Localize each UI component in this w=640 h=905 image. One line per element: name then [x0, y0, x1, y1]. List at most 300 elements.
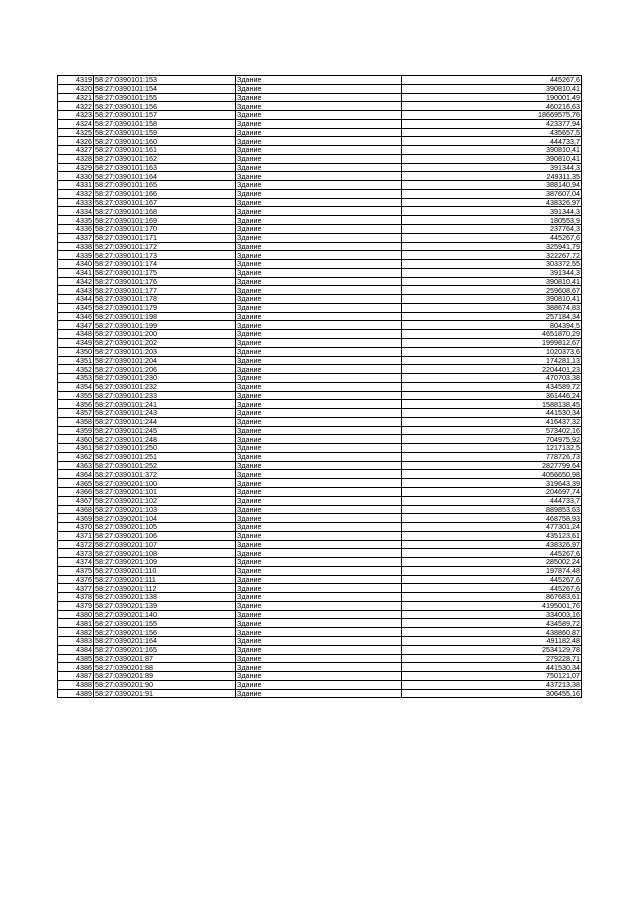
row-number: 4329: [58, 163, 94, 172]
table-row: [58, 330, 582, 339]
cadastral-number: 58:27:0390201:165: [94, 645, 236, 654]
object-type: Здание: [236, 479, 402, 488]
cadastral-value: 4056650,98: [402, 470, 582, 479]
table-row: [58, 137, 582, 146]
object-type: Здание: [236, 163, 402, 172]
row-number: 4323: [58, 111, 94, 120]
row-number: 4362: [58, 452, 94, 461]
row-number: 4373: [58, 549, 94, 558]
object-type: Здание: [236, 189, 402, 198]
table-row: [58, 251, 582, 260]
cadastral-number: 58:27:0390101:157: [94, 111, 236, 120]
object-type: Здание: [236, 338, 402, 347]
table-row: [58, 128, 582, 137]
cadastral-value: 416437,32: [402, 417, 582, 426]
object-type: Здание: [236, 628, 402, 637]
cadastral-value: 470703,38: [402, 374, 582, 383]
table-row: [58, 593, 582, 602]
table-row: [58, 93, 582, 102]
cadastral-value: 438326,97: [402, 540, 582, 549]
table-row: [58, 233, 582, 242]
cadastral-number: 58:27:0390101:230: [94, 374, 236, 383]
row-number: 4320: [58, 84, 94, 93]
row-number: 4375: [58, 566, 94, 575]
row-number: 4348: [58, 330, 94, 339]
cadastral-number: 58:27:0390201:104: [94, 514, 236, 523]
row-number: 4324: [58, 119, 94, 128]
table-row: [58, 628, 582, 637]
table-row: [58, 663, 582, 672]
object-type: Здание: [236, 268, 402, 277]
table-row: [58, 680, 582, 689]
cadastral-number: 58:27:0390101:166: [94, 189, 236, 198]
cadastral-value: 361446,24: [402, 391, 582, 400]
object-type: Здание: [236, 645, 402, 654]
cadastral-number: 58:27:0390101:158: [94, 119, 236, 128]
object-type: Здание: [236, 496, 402, 505]
row-number: 4361: [58, 444, 94, 453]
cadastral-number: 58:27:0390101:153: [94, 76, 236, 85]
row-number: 4331: [58, 181, 94, 190]
table-row: [58, 225, 582, 234]
cadastral-value: 249311,35: [402, 172, 582, 181]
cadastral-number: 58:27:0390101:204: [94, 356, 236, 365]
table-row: [58, 549, 582, 558]
object-type: Здание: [236, 610, 402, 619]
object-type: Здание: [236, 111, 402, 120]
cadastral-value: 204697,74: [402, 487, 582, 496]
row-number: 4357: [58, 409, 94, 418]
cadastral-value: 441530,34: [402, 409, 582, 418]
table-row: [58, 523, 582, 532]
cadastral-number: 58:27:0390101:233: [94, 391, 236, 400]
cadastral-number: 58:27:0390101:202: [94, 338, 236, 347]
cadastral-number: 58:27:0390201:88: [94, 663, 236, 672]
cadastral-value: 1217132,5: [402, 444, 582, 453]
table-row: [58, 76, 582, 85]
cadastral-number: 58:27:0390101:179: [94, 303, 236, 312]
cadastral-number: 58:27:0390101:175: [94, 268, 236, 277]
object-type: Здание: [236, 225, 402, 234]
row-number: 4365: [58, 479, 94, 488]
row-number: 4345: [58, 303, 94, 312]
table-row: [58, 496, 582, 505]
object-type: Здание: [236, 444, 402, 453]
row-number: 4344: [58, 295, 94, 304]
object-type: Здание: [236, 286, 402, 295]
table-row: [58, 216, 582, 225]
cadastral-number: 58:27:0390101:159: [94, 128, 236, 137]
object-type: Здание: [236, 417, 402, 426]
cadastral-value: 390810,41: [402, 84, 582, 93]
row-number: 4370: [58, 523, 94, 532]
cadastral-number: 58:27:0390201:89: [94, 672, 236, 681]
object-type: Здание: [236, 400, 402, 409]
object-type: Здание: [236, 566, 402, 575]
table-row: [58, 400, 582, 409]
table-row: [58, 645, 582, 654]
row-number: 4330: [58, 172, 94, 181]
object-type: Здание: [236, 102, 402, 111]
cadastral-number: 58:27:0390101:177: [94, 286, 236, 295]
cadastral-value: 750121,07: [402, 672, 582, 681]
row-number: 4340: [58, 260, 94, 269]
row-number: 4359: [58, 426, 94, 435]
cadastral-number: 58:27:0390101:171: [94, 233, 236, 242]
object-type: Здание: [236, 452, 402, 461]
row-number: 4337: [58, 233, 94, 242]
cadastral-number: 58:27:0390201:100: [94, 479, 236, 488]
row-number: 4338: [58, 242, 94, 251]
row-number: 4371: [58, 531, 94, 540]
cadastral-number: 58:27:0390101:248: [94, 435, 236, 444]
cadastral-number: 58:27:0390101:176: [94, 277, 236, 286]
object-type: Здание: [236, 558, 402, 567]
table-row: [58, 637, 582, 646]
cadastral-number: 58:27:0390101:203: [94, 347, 236, 356]
cadastral-value: 174281,13: [402, 356, 582, 365]
cadastral-value: 303372,55: [402, 260, 582, 269]
table-row: [58, 111, 582, 120]
cadastral-value: 444733,7: [402, 137, 582, 146]
row-number: 4322: [58, 102, 94, 111]
table-row: [58, 654, 582, 663]
cadastral-number: 58:27:0390101:252: [94, 461, 236, 470]
cadastral-value: 889853,63: [402, 505, 582, 514]
cadastral-value: 259608,67: [402, 286, 582, 295]
cadastral-number: 58:27:0390201:155: [94, 619, 236, 628]
table-row: [58, 119, 582, 128]
row-number: 4335: [58, 216, 94, 225]
row-number: 4332: [58, 189, 94, 198]
cadastral-value: 388674,83: [402, 303, 582, 312]
table-body: [58, 76, 582, 698]
object-type: Здание: [236, 172, 402, 181]
row-number: 4347: [58, 321, 94, 330]
cadastral-number: 58:27:0390201:138: [94, 593, 236, 602]
table-row: [58, 207, 582, 216]
object-type: Здание: [236, 128, 402, 137]
row-number: 4342: [58, 277, 94, 286]
object-type: Здание: [236, 549, 402, 558]
object-type: Здание: [236, 689, 402, 698]
table-row: [58, 531, 582, 540]
cadastral-number: 58:27:0390101:170: [94, 225, 236, 234]
object-type: Здание: [236, 680, 402, 689]
row-number: 4358: [58, 417, 94, 426]
row-number: 4382: [58, 628, 94, 637]
table-row: [58, 619, 582, 628]
table-row: [58, 277, 582, 286]
cadastral-number: 58:27:0390101:372: [94, 470, 236, 479]
cadastral-value: 391344,3: [402, 207, 582, 216]
table-row: [58, 382, 582, 391]
table-row: [58, 347, 582, 356]
row-number: 4327: [58, 146, 94, 155]
cadastral-number: 58:27:0390101:167: [94, 198, 236, 207]
cadastral-number: 58:27:0390101:174: [94, 260, 236, 269]
table-row: [58, 356, 582, 365]
row-number: 4346: [58, 312, 94, 321]
table-row: [58, 672, 582, 681]
cadastral-number: 58:27:0390201:112: [94, 584, 236, 593]
cadastral-value: 468758,93: [402, 514, 582, 523]
row-number: 4339: [58, 251, 94, 260]
table-row: [58, 312, 582, 321]
cadastral-number: 58:27:0390201:156: [94, 628, 236, 637]
object-type: Здание: [236, 391, 402, 400]
cadastral-number: 58:27:0390101:161: [94, 146, 236, 155]
table-row: [58, 514, 582, 523]
row-number: 4389: [58, 689, 94, 698]
cadastral-number: 58:27:0390101:243: [94, 409, 236, 418]
cadastral-value: 445267,6: [402, 76, 582, 85]
table-row: [58, 444, 582, 453]
cadastral-number: 58:27:0390201:103: [94, 505, 236, 514]
cadastral-number: 58:27:0390101:172: [94, 242, 236, 251]
table-row: [58, 321, 582, 330]
row-number: 4388: [58, 680, 94, 689]
cadastral-number: 58:27:0390201:91: [94, 689, 236, 698]
object-type: Здание: [236, 207, 402, 216]
object-type: Здание: [236, 198, 402, 207]
cadastral-number: 58:27:0390101:168: [94, 207, 236, 216]
cadastral-value: 1999812,67: [402, 338, 582, 347]
cadastral-value: 437213,38: [402, 680, 582, 689]
cadastral-value: 491182,48: [402, 637, 582, 646]
cadastral-number: 58:27:0390101:245: [94, 426, 236, 435]
table-row: [58, 479, 582, 488]
table-row: [58, 189, 582, 198]
cadastral-number: 58:27:0390101:178: [94, 295, 236, 304]
row-number: 4381: [58, 619, 94, 628]
cadastral-value: 778726,73: [402, 452, 582, 461]
cadastral-value: 197874,48: [402, 566, 582, 575]
cadastral-value: 434589,72: [402, 619, 582, 628]
cadastral-value: 390810,41: [402, 154, 582, 163]
cadastral-number: 58:27:0390101:232: [94, 382, 236, 391]
object-type: Здание: [236, 321, 402, 330]
cadastral-value: 435657,5: [402, 128, 582, 137]
object-type: Здание: [236, 593, 402, 602]
cadastral-value: 460216,63: [402, 102, 582, 111]
cadastral-number: 58:27:0390101:250: [94, 444, 236, 453]
row-number: 4325: [58, 128, 94, 137]
cadastral-value: 334003,16: [402, 610, 582, 619]
object-type: Здание: [236, 295, 402, 304]
cadastral-value: 867683,61: [402, 593, 582, 602]
cadastral-value: 445267,6: [402, 575, 582, 584]
table-row: [58, 470, 582, 479]
object-type: Здание: [236, 382, 402, 391]
row-number: 4374: [58, 558, 94, 567]
cadastral-number: 58:27:0390101:206: [94, 365, 236, 374]
table-row: [58, 268, 582, 277]
object-type: Здание: [236, 76, 402, 85]
table-row: [58, 84, 582, 93]
table-row: [58, 303, 582, 312]
row-number: 4385: [58, 654, 94, 663]
cadastral-value: 441530,34: [402, 663, 582, 672]
cadastral-number: 58:27:0390101:198: [94, 312, 236, 321]
object-type: Здание: [236, 531, 402, 540]
cadastral-number: 58:27:0390201:111: [94, 575, 236, 584]
row-number: 4326: [58, 137, 94, 146]
object-type: Здание: [236, 137, 402, 146]
table-row: [58, 417, 582, 426]
table-row: [58, 601, 582, 610]
row-number: 4367: [58, 496, 94, 505]
object-type: Здание: [236, 260, 402, 269]
cadastral-value: 325941,79: [402, 242, 582, 251]
table-row: [58, 689, 582, 698]
row-number: 4364: [58, 470, 94, 479]
cadastral-number: 58:27:0390201:108: [94, 549, 236, 558]
row-number: 4351: [58, 356, 94, 365]
object-type: Здание: [236, 487, 402, 496]
cadastral-number: 58:27:0390101:156: [94, 102, 236, 111]
object-type: Здание: [236, 277, 402, 286]
table-row: [58, 409, 582, 418]
cadastral-value: 390810,41: [402, 295, 582, 304]
object-type: Здание: [236, 356, 402, 365]
cadastral-number: 58:27:0390101:200: [94, 330, 236, 339]
cadastral-value: 18669575,76: [402, 111, 582, 120]
cadastral-value: 444733,7: [402, 496, 582, 505]
table-row: [58, 163, 582, 172]
cadastral-value: 2827799,64: [402, 461, 582, 470]
row-number: 4372: [58, 540, 94, 549]
cadastral-number: 58:27:0390201:105: [94, 523, 236, 532]
object-type: Здание: [236, 303, 402, 312]
table-row: [58, 540, 582, 549]
row-number: 4369: [58, 514, 94, 523]
object-type: Здание: [236, 523, 402, 532]
cadastral-value: 306455,16: [402, 689, 582, 698]
row-number: 4380: [58, 610, 94, 619]
table-row: [58, 146, 582, 155]
cadastral-number: 58:27:0390201:106: [94, 531, 236, 540]
row-number: 4386: [58, 663, 94, 672]
cadastral-number: 58:27:0390101:241: [94, 400, 236, 409]
table-row: [58, 610, 582, 619]
table-row: [58, 435, 582, 444]
table-row: [58, 102, 582, 111]
row-number: 4349: [58, 338, 94, 347]
table-row: [58, 452, 582, 461]
row-number: 4334: [58, 207, 94, 216]
cadastral-number: 58:27:0390201:139: [94, 601, 236, 610]
cadastral-value: 804394,5: [402, 321, 582, 330]
cadastral-value: 390810,41: [402, 146, 582, 155]
table-row: [58, 286, 582, 295]
row-number: 4333: [58, 198, 94, 207]
row-number: 4376: [58, 575, 94, 584]
cadastral-number: 58:27:0390101:164: [94, 172, 236, 181]
row-number: 4360: [58, 435, 94, 444]
cadastral-value: 387607,04: [402, 189, 582, 198]
table-row: [58, 566, 582, 575]
cadastral-value: 445267,6: [402, 549, 582, 558]
object-type: Здание: [236, 584, 402, 593]
row-number: 4343: [58, 286, 94, 295]
table-row: [58, 154, 582, 163]
row-number: 4368: [58, 505, 94, 514]
cadastral-number: 58:27:0390101:155: [94, 93, 236, 102]
cadastral-value: 2204401,23: [402, 365, 582, 374]
table-row: [58, 505, 582, 514]
object-type: Здание: [236, 84, 402, 93]
object-type: Здание: [236, 330, 402, 339]
row-number: 4387: [58, 672, 94, 681]
row-number: 4328: [58, 154, 94, 163]
row-number: 4350: [58, 347, 94, 356]
cadastral-value: 322267,72: [402, 251, 582, 260]
cadastral-number: 58:27:0390101:251: [94, 452, 236, 461]
cadastral-value: 445267,6: [402, 233, 582, 242]
cadastral-number: 58:27:0390101:244: [94, 417, 236, 426]
object-type: Здание: [236, 181, 402, 190]
row-number: 4354: [58, 382, 94, 391]
row-number: 4384: [58, 645, 94, 654]
row-number: 4336: [58, 225, 94, 234]
row-number: 4377: [58, 584, 94, 593]
object-type: Здание: [236, 154, 402, 163]
object-type: Здание: [236, 93, 402, 102]
object-type: Здание: [236, 216, 402, 225]
cadastral-number: 58:27:0390201:101: [94, 487, 236, 496]
object-type: Здание: [236, 637, 402, 646]
cadastral-value: 434589,72: [402, 382, 582, 391]
cadastral-value: 257184,34: [402, 312, 582, 321]
table-row: [58, 461, 582, 470]
cadastral-value: 1020373,6: [402, 347, 582, 356]
object-type: Здание: [236, 435, 402, 444]
cadastral-value-table: [57, 75, 582, 698]
cadastral-number: 58:27:0390101:160: [94, 137, 236, 146]
row-number: 4321: [58, 93, 94, 102]
cadastral-value: 704975,92: [402, 435, 582, 444]
table-row: [58, 260, 582, 269]
cadastral-value: 237764,3: [402, 225, 582, 234]
cadastral-number: 58:27:0390101:169: [94, 216, 236, 225]
cadastral-value: 279228,71: [402, 654, 582, 663]
cadastral-value: 445267,6: [402, 584, 582, 593]
cadastral-value: 477301,24: [402, 523, 582, 532]
object-type: Здание: [236, 146, 402, 155]
object-type: Здание: [236, 601, 402, 610]
table-row: [58, 584, 582, 593]
cadastral-number: 58:27:0390101:199: [94, 321, 236, 330]
cadastral-number: 58:27:0390101:162: [94, 154, 236, 163]
cadastral-value: 319643,39: [402, 479, 582, 488]
object-type: Здание: [236, 505, 402, 514]
object-type: Здание: [236, 251, 402, 260]
object-type: Здание: [236, 470, 402, 479]
row-number: 4355: [58, 391, 94, 400]
table-row: [58, 198, 582, 207]
row-number: 4319: [58, 76, 94, 85]
cadastral-value: 180553,9: [402, 216, 582, 225]
table-row: [58, 426, 582, 435]
cadastral-number: 58:27:0390201:102: [94, 496, 236, 505]
row-number: 4366: [58, 487, 94, 496]
object-type: Здание: [236, 426, 402, 435]
cadastral-number: 58:27:0390201:107: [94, 540, 236, 549]
table-row: [58, 575, 582, 584]
cadastral-value: 438860,87: [402, 628, 582, 637]
table-row: [58, 558, 582, 567]
